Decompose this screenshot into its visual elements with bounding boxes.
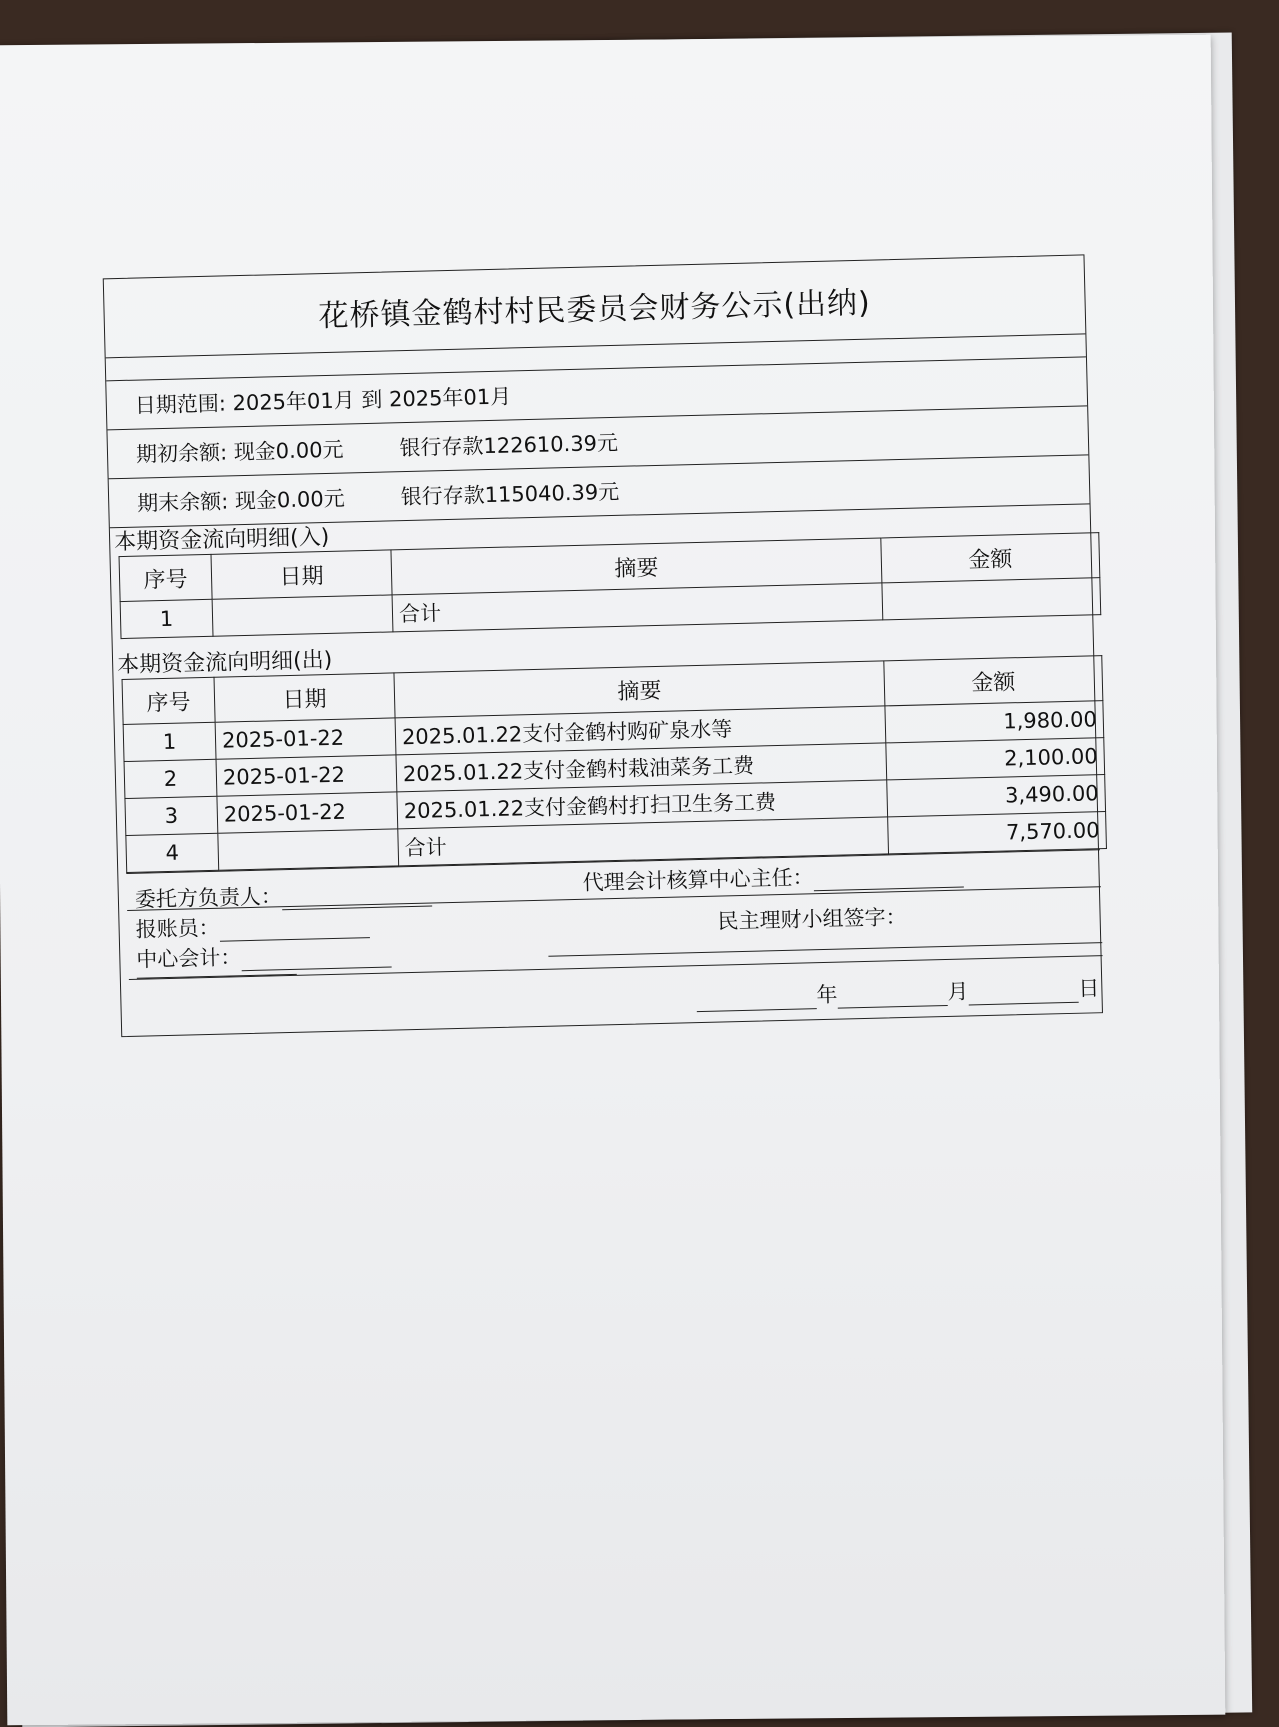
year-blank (697, 1008, 817, 1012)
row-summary: 2025.01.22支付金鹤村栽油菜务工费 (396, 743, 887, 792)
row-date (218, 829, 399, 870)
year-label: 年 (816, 982, 838, 1008)
democratic-group-signature (717, 901, 907, 936)
form-title: 花桥镇金鹤村村民委员会财务公示(出纳) (104, 255, 1086, 358)
col-header-no: 序号 (122, 677, 215, 724)
row-no: 2 (124, 759, 217, 798)
day-label: 日 (1078, 976, 1100, 1001)
closing-bank-text: 银行存款115040.39元 (400, 479, 620, 510)
expense-table (122, 655, 1107, 873)
col-header-date: 日期 (211, 550, 392, 599)
date-fill-line (696, 972, 1100, 1012)
row-date (212, 595, 393, 636)
row-no: 4 (126, 833, 219, 872)
row-summary: 合计 (398, 817, 889, 866)
day-blank (969, 1002, 1079, 1006)
row-amount: 7,570.00 (888, 812, 1107, 854)
col-header-summary: 摘要 (394, 661, 885, 718)
row-no: 1 (123, 722, 216, 761)
client-head-label: 委托方负责人： (134, 884, 283, 912)
row-summary: 合计 (392, 583, 883, 632)
expense-section-label: 本期资金流向明细(出) (116, 647, 333, 679)
signature-divider-right (548, 942, 1102, 957)
row-amount (882, 578, 1101, 620)
document-page (0, 35, 1225, 1726)
row-date: 2025-01-22 (217, 792, 398, 833)
finance-disclosure-form (103, 254, 1103, 1037)
col-header-amount: 金额 (881, 533, 1100, 583)
center-accountant-line (242, 967, 392, 972)
row-no: 3 (125, 796, 218, 835)
center-accountant-label: 中心会计： (136, 945, 242, 972)
row-amount: 3,490.00 (887, 775, 1106, 817)
agency-director-label: 代理会计核算中心主任： (582, 865, 814, 895)
opening-bank-text: 银行存款122610.39元 (399, 430, 619, 461)
row-date: 2025-01-22 (215, 718, 396, 759)
month-label: 月 (947, 979, 969, 1004)
col-header-amount: 金额 (884, 656, 1103, 706)
month-blank (838, 1005, 948, 1009)
col-header-no: 序号 (119, 554, 212, 601)
income-section-label: 本期资金流向明细(入) (113, 524, 330, 556)
row-date: 2025-01-22 (216, 755, 397, 796)
date-range-text: 日期范围: 2025年01月 到 2025年01月 (134, 384, 512, 418)
democratic-group-label: 民主理财小组签字： (717, 904, 907, 934)
closing-cash-text: 期末余额: 现金0.00元 (136, 486, 345, 516)
col-header-date: 日期 (214, 673, 395, 722)
row-summary: 2025.01.22支付金鹤村购矿泉水等 (395, 706, 886, 755)
row-no: 1 (120, 599, 213, 638)
row-amount: 1,980.00 (885, 701, 1104, 743)
reimburser-label: 报账员： (135, 915, 220, 942)
row-summary: 2025.01.22支付金鹤村打扫卫生务工费 (397, 780, 888, 829)
col-header-summary: 摘要 (391, 538, 882, 595)
row-amount: 2,100.00 (886, 738, 1105, 780)
opening-cash-text: 期初余额: 现金0.00元 (135, 437, 344, 467)
center-accountant-signature (136, 938, 392, 974)
